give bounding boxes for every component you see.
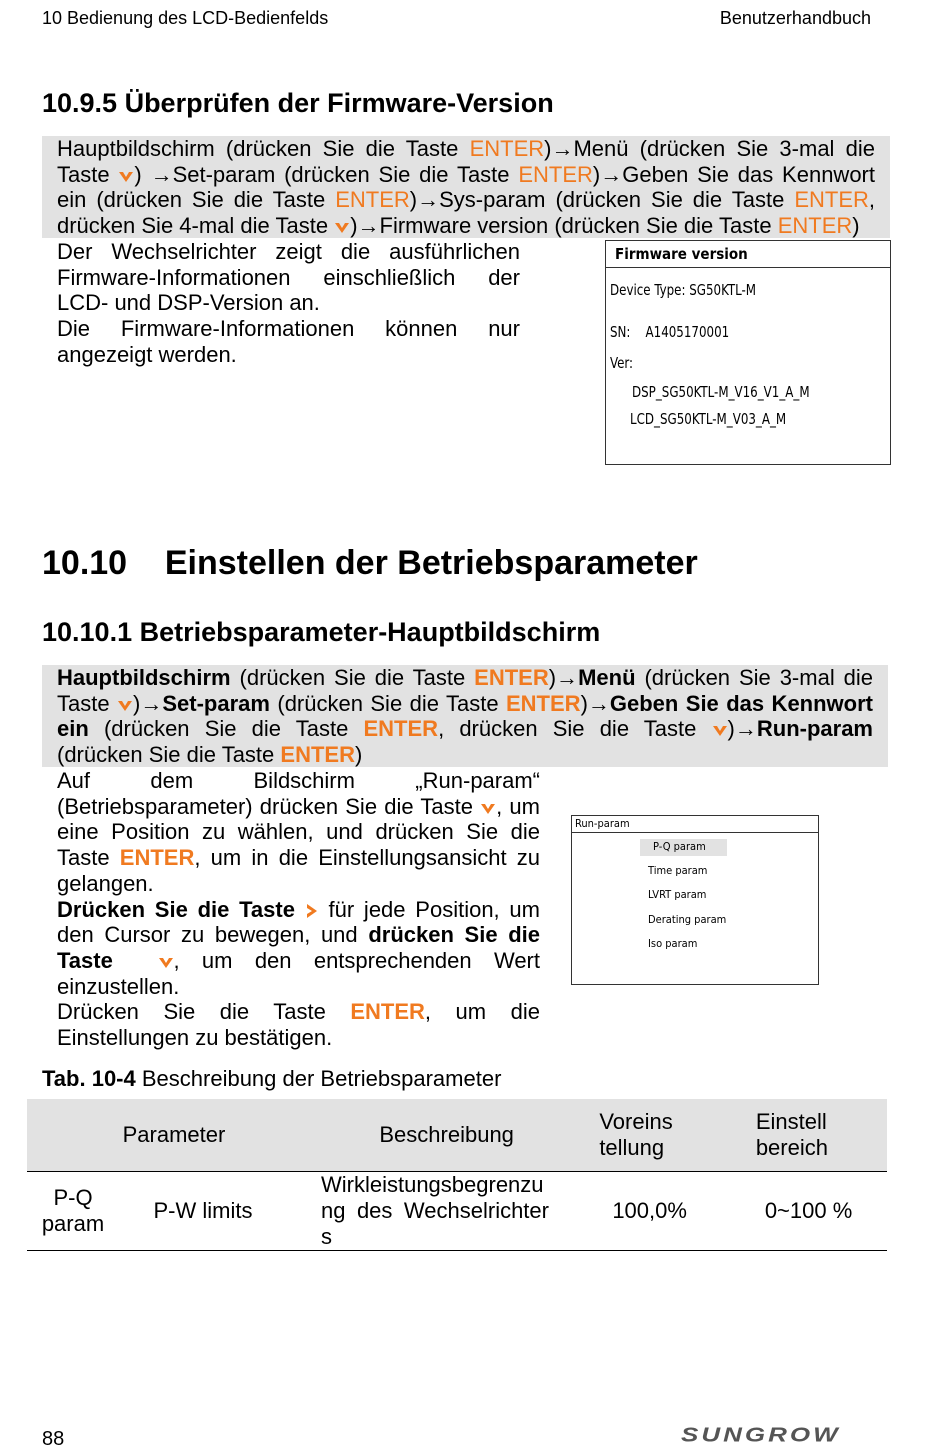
section-title-10-10: 10.10 Einstellen der Betriebsparameter — [42, 544, 698, 582]
menu-item-time-param[interactable]: Time param — [648, 864, 708, 877]
screen-title: Firmware version — [606, 241, 890, 268]
table-row — [27, 1171, 887, 1250]
serial-number-line: SN: A1405170001 — [610, 323, 730, 341]
table-caption: Tab. 10-4 Beschreibung der Betriebsparameter — [42, 1066, 502, 1091]
firmware-version-screen — [605, 240, 891, 465]
arrow-right-icon — [305, 903, 319, 919]
arrow-down-icon — [480, 802, 496, 816]
arrow-down-icon — [117, 699, 133, 713]
section-title-10-10-1: 10.10.1 Betriebsparameter-Hauptbildschirm — [42, 617, 601, 647]
enter-key-label: ENTER — [506, 690, 581, 716]
enter-key-label: ENTER — [363, 716, 439, 742]
menu-item-iso-param[interactable]: Iso param — [648, 937, 698, 950]
enter-key-label: ENTER — [469, 136, 545, 161]
menu-item-lvrt-param[interactable]: LVRT param — [648, 888, 707, 901]
table-header-row — [27, 1099, 887, 1171]
enter-key-label: ENTER — [350, 999, 425, 1025]
column-header-description: Beschreibung — [379, 1121, 514, 1147]
enter-key-label: ENTER — [119, 845, 195, 871]
enter-key-label: ENTER — [474, 665, 549, 690]
cell-range: 0~100 % — [764, 1197, 853, 1223]
enter-key-label: ENTER — [335, 187, 410, 213]
menu-path-firmware: Hauptbildschirm (drücken Sie die Taste ENTER)→Menü (drücken Sie 3-mal die Taste ) →Set-param (drücken Sie die Taste ENTER)→Geben Sie das Kennwort ein (drücken Sie die Taste ENTER)→Sys-param (drücken Sie die Taste ENTER, drücken Sie 4-mal die Taste )→Firmware version (drücken Sie die Taste ENTER) — [42, 136, 890, 238]
enter-key-label: ENTER — [777, 213, 853, 239]
enter-key-label: ENTER — [794, 187, 869, 213]
lcd-version: LCD_SG50KTL-M_V03_A_M — [630, 410, 787, 428]
firmware-description: Der Wechselrichter zeigt die ausführlichen Firmware-Informationen einschließlich der LCD- und DSP-Version an. Die Firmware-Informationen können nur angezeigt werden. — [57, 239, 520, 367]
page-number: 88 — [42, 1428, 65, 1450]
run-param-screen — [571, 815, 819, 985]
dsp-version: DSP_SG50KTL-M_V16_V1_A_M — [632, 383, 810, 401]
column-header-default: Voreins tellung — [599, 1108, 673, 1160]
running-header-right: Benutzerhandbuch — [719, 8, 871, 28]
run-param-instructions: Auf dem Bildschirm „Run-param“ (Betriebsparameter) drücken Sie die Taste , um eine Position zu wählen, und drücken Sie die Taste ENTER, um in die Einstellungsansicht zu gelangen. Drücken Sie die Taste für jede Position, um den Cursor zu bewegen, und drücken Sie die Taste , um den entsprechenden Wert einzustellen. Drücken Sie die Taste ENTER, um die Einstellungen zu bestätigen. — [57, 768, 540, 1051]
cell-description: Wirkleistungsbegrenzung des Wechselrichters — [320, 1171, 549, 1249]
parameter-table — [27, 1099, 887, 1251]
cell-parameter: P-W limits — [153, 1197, 253, 1223]
menu-item-pq-param[interactable]: P-Q param — [640, 839, 727, 856]
cell-group: P-Q param — [41, 1184, 105, 1236]
version-label: Ver: — [610, 354, 634, 372]
arrow-down-icon — [712, 724, 728, 738]
enter-key-label: ENTER — [518, 161, 593, 187]
arrow-down-icon — [158, 956, 174, 970]
arrow-down-icon — [118, 170, 134, 184]
screen-title: Run-param — [572, 816, 818, 833]
sungrow-logo: SUNGROW — [681, 1423, 841, 1447]
cell-default: 100,0% — [612, 1197, 687, 1223]
section-title-10-9-5: 10.9.5 Überprüfen der Firmware-Version — [42, 88, 554, 118]
running-header-left: 10 Bedienung des LCD-Bedienfelds — [42, 8, 329, 28]
menu-path-run-param: Hauptbildschirm (drücken Sie die Taste ENTER)→Menü (drücken Sie 3-mal die Taste )→Set-param (drücken Sie die Taste ENTER)→Geben Sie das Kennwort ein (drücken Sie die Taste ENTER, drücken Sie die Taste )→Run-param (drücken Sie die Taste ENTER) — [42, 665, 888, 767]
arrow-down-icon — [334, 221, 350, 235]
column-header-range: Einstell bereich — [755, 1108, 828, 1160]
column-header-parameter: Parameter — [122, 1121, 226, 1147]
device-type-line: Device Type: SG50KTL-M — [610, 281, 757, 299]
enter-key-label: ENTER — [280, 742, 355, 768]
menu-item-derating-param[interactable]: Derating param — [648, 913, 727, 926]
